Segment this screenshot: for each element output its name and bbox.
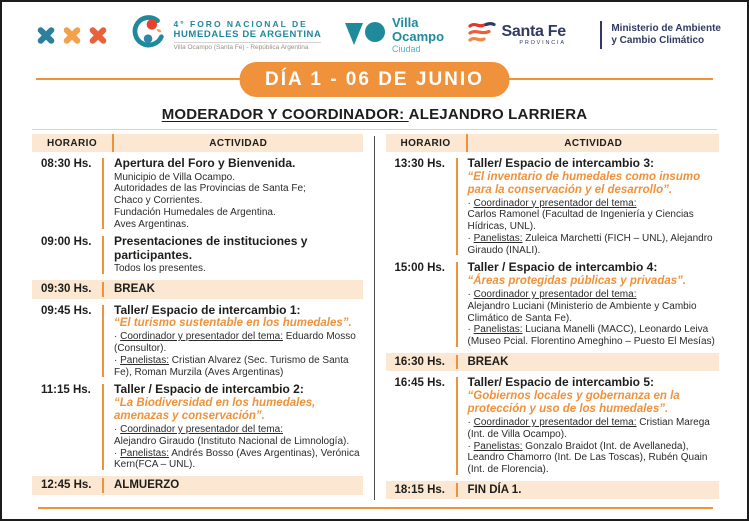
activity-title: Presentaciones de instituciones y participantes. <box>114 234 308 262</box>
villa-ocampo-name-line2: Ocampo <box>392 28 445 44</box>
detail-label: Panelistas: <box>120 447 170 459</box>
activity-details <box>468 198 718 257</box>
detail-line: Autoridades de las Provincias de Santa Fe; <box>114 183 306 195</box>
activity-details <box>468 289 718 348</box>
detail-line: Carlos Ramonel (Facultad de Ingeniería y Ciencias Hídricas, UNL). <box>467 209 694 233</box>
activity-title: BREAK <box>114 283 155 296</box>
santa-fe-name: Santa Fe <box>501 22 566 40</box>
activity-quote: “La Biodiversidad en los humedales, amenazas y conservación”. <box>114 396 316 422</box>
ministerio-divider <box>600 21 602 49</box>
activity-details <box>114 331 361 378</box>
row-time: 08:30 Hs. <box>41 158 92 170</box>
detail-line: · Coordinador y presentador del tema: Eduardo Mosso (Consultor). <box>114 331 356 355</box>
row-activity <box>468 261 720 347</box>
santa-fe-stripes-icon <box>467 19 497 52</box>
detail-line: · Coordinador y presentador del tema: <box>467 197 637 209</box>
schedule-column-left <box>32 134 363 506</box>
activity-details <box>114 172 361 231</box>
foro-humedales-logo <box>130 13 322 58</box>
activity-details <box>114 424 361 471</box>
detail-line: · Coordinador y presentador del tema: Cristian Marega (Int. de Villa Ocampo). <box>467 416 710 440</box>
row-activity <box>468 355 720 370</box>
detail-line: · Panelistas: Cristian Alvarez (Sec. Turismo de Santa Fe), Roman Murzila (Aves Argentinas) <box>114 354 349 378</box>
detail-line: Municipio de Villa Ocampo. <box>114 171 235 183</box>
ministerio-line1: Ministerio de Ambiente <box>611 23 721 34</box>
x-mark-red-icon <box>88 26 107 45</box>
detail-label: Panelistas: <box>473 440 523 452</box>
column-header-actividad: ACTIVIDAD <box>564 137 623 149</box>
activity-quote: “Áreas protegidas públicas y privadas”. <box>467 274 687 287</box>
schedule-row <box>32 280 363 299</box>
rows-left <box>32 157 363 495</box>
row-time: 16:45 Hs. <box>394 377 446 390</box>
activity-title: ALMUERZO <box>114 479 180 492</box>
row-time: 11:15 Hs. <box>41 384 91 397</box>
bottom-orange-rule <box>38 507 713 509</box>
row-time: 18:15 Hs. <box>394 483 446 496</box>
activity-title: Taller/ Espacio de intercambio 5: <box>467 375 655 390</box>
detail-line: · Coordinador y presentador del tema: <box>114 423 283 435</box>
row-activity <box>468 157 720 256</box>
activity-quote: “El inventario de humedales como insumo para la conservación y el desarrollo”. <box>467 170 701 196</box>
santa-fe-logo <box>467 19 566 52</box>
x-mark-orange-icon <box>62 26 81 45</box>
detail-label: Coordinador y presentador del tema: <box>120 423 283 435</box>
row-activity <box>114 282 363 297</box>
detail-label: Panelistas: <box>473 232 523 244</box>
santa-fe-subtitle: PROVINCIA <box>519 39 566 46</box>
detail-line: · Coordinador y presentador del tema: <box>467 288 637 300</box>
detail-label: Panelistas: <box>473 324 523 336</box>
row-divider-line <box>456 355 458 370</box>
detail-line: Alejandro Luciani (Ministerio de Ambiente y Cambio Climático de Santa Fe). <box>467 300 697 324</box>
foro-logo-line2: HUMEDALES DE ARGENTINA <box>173 28 322 40</box>
detail-line: Todos los presentes. <box>114 263 206 275</box>
row-activity <box>114 157 363 230</box>
moderator-label: MODERADOR Y COORDINADOR: <box>161 106 409 123</box>
schedule-row <box>32 157 363 230</box>
villa-ocampo-logo <box>344 16 444 54</box>
activity-title: Taller/ Espacio de intercambio 3: <box>467 156 655 170</box>
row-time: 13:30 Hs. <box>394 158 446 170</box>
foro-logo-subtitle: Villa Ocampo (Santa Fe) - República Argentina <box>174 42 322 52</box>
column-header-actividad: ACTIVIDAD <box>209 137 268 149</box>
row-time: 15:00 Hs. <box>394 262 446 275</box>
column-header-horario: HORARIO <box>400 137 451 149</box>
row-time: 12:45 Hs. <box>41 479 92 492</box>
row-divider-line <box>102 478 104 493</box>
detail-label: Coordinador y presentador del tema: <box>473 416 637 428</box>
moderator-line <box>2 106 747 123</box>
detail-line: Aves Argentinas. <box>114 218 189 230</box>
table-header-right <box>386 134 720 152</box>
villa-ocampo-subtitle: Ciudad <box>392 43 421 54</box>
detail-line: · Panelistas: Luciana Manelli (MACC), Leonardo Leiva (Museo Pcial. Florentino Ameghino – Puesto El Mesías) <box>467 324 715 348</box>
logo-bar <box>2 2 747 58</box>
detail-line: · Panelistas: Andrés Bosso (Aves Argentinas), Verónica Kern(FCA – UNL). <box>114 447 360 471</box>
schedule-row <box>386 481 720 500</box>
schedule-row <box>32 304 363 379</box>
schedule-row <box>386 261 720 347</box>
activity-title: BREAK <box>467 355 509 368</box>
moderator-name: ALEJANDRO LARRIERA <box>408 106 588 123</box>
activity-title: Taller / Espacio de intercambio 4: <box>467 260 658 275</box>
activity-quote: “El turismo sustentable en los humedales”. <box>114 317 352 330</box>
row-activity <box>114 383 363 471</box>
detail-line: Alejandro Giraudo (Instituto Nacional de Limnología). <box>114 435 350 447</box>
schedule-row <box>386 376 720 475</box>
villa-ocampo-name-line1: Villa <box>392 15 419 31</box>
activity-title: FIN DÍA 1. <box>467 483 522 496</box>
detail-label: Coordinador y presentador del tema: <box>120 331 283 343</box>
schedule-row <box>386 157 720 256</box>
x-marks-logo <box>36 26 107 45</box>
row-time: 09:30 Hs. <box>41 283 92 296</box>
row-divider-line <box>456 158 458 255</box>
table-header-left <box>32 134 363 152</box>
detail-line: · Panelistas: Zuleica Marchetti (FICH – UNL), Alejandro Giraudo (INALI). <box>467 232 713 256</box>
foro-logo-line1: 4° FORO NACIONAL DE <box>173 18 308 29</box>
schedule-row <box>32 235 363 275</box>
day-banner: DÍA 1 - 06 DE JUNIO <box>239 62 510 97</box>
row-divider-line <box>102 236 104 274</box>
detail-line: Chaco y Corrientes. <box>114 195 203 207</box>
row-divider-line <box>102 282 104 297</box>
schedule-row <box>386 353 720 372</box>
row-divider-line <box>102 384 104 470</box>
column-header-horario: HORARIO <box>46 137 98 149</box>
row-time: 09:00 Hs. <box>41 236 92 249</box>
row-activity <box>114 304 363 379</box>
detail-line: · Panelistas: Gonzalo Braidot (Int. de Avellaneda), Leandro Chamorro (Int. De Las Toscas), Rubén Quain (Int. de Florencia). <box>467 440 708 476</box>
foro-swoosh-icon <box>130 13 168 58</box>
rows-right <box>386 157 720 499</box>
day-banner-row <box>36 62 713 98</box>
row-time: 09:45 Hs. <box>41 304 92 317</box>
row-divider-line <box>456 483 458 498</box>
schedule-column-right <box>386 134 720 506</box>
detail-line: Fundación Humedales de Argentina. <box>114 206 276 218</box>
activity-details <box>114 263 361 275</box>
row-divider-line <box>456 377 458 474</box>
row-time: 16:30 Hs. <box>394 355 446 368</box>
villa-ocampo-monogram-icon <box>344 18 386 53</box>
schedule-row <box>32 476 363 495</box>
activity-quote: “Gobiernos locales y gobernanza en la protección y uso de los humedales”. <box>467 389 680 415</box>
activity-details <box>468 417 718 476</box>
detail-label: Coordinador y presentador del tema: <box>473 197 637 209</box>
schedule-row <box>32 383 363 471</box>
detail-label: Panelistas: <box>120 354 170 366</box>
row-divider-line <box>102 305 104 378</box>
row-activity <box>468 483 720 498</box>
row-activity <box>114 235 363 275</box>
row-divider-line <box>102 158 104 229</box>
ministerio-logo <box>588 21 721 49</box>
column-divider-line <box>374 136 375 500</box>
activity-title: Taller/ Espacio de intercambio 1: <box>114 302 301 317</box>
row-activity <box>468 376 720 475</box>
ministerio-line2: y Cambio Climático <box>611 35 705 46</box>
row-activity <box>114 478 363 493</box>
activity-title: Taller / Espacio de intercambio 2: <box>114 382 304 397</box>
schedule-columns <box>2 130 747 506</box>
row-divider-line <box>456 262 458 346</box>
detail-label: Coordinador y presentador del tema: <box>473 288 637 300</box>
activity-title: Apertura del Foro y Bienvenida. <box>114 156 296 170</box>
x-mark-teal-icon <box>36 26 55 45</box>
